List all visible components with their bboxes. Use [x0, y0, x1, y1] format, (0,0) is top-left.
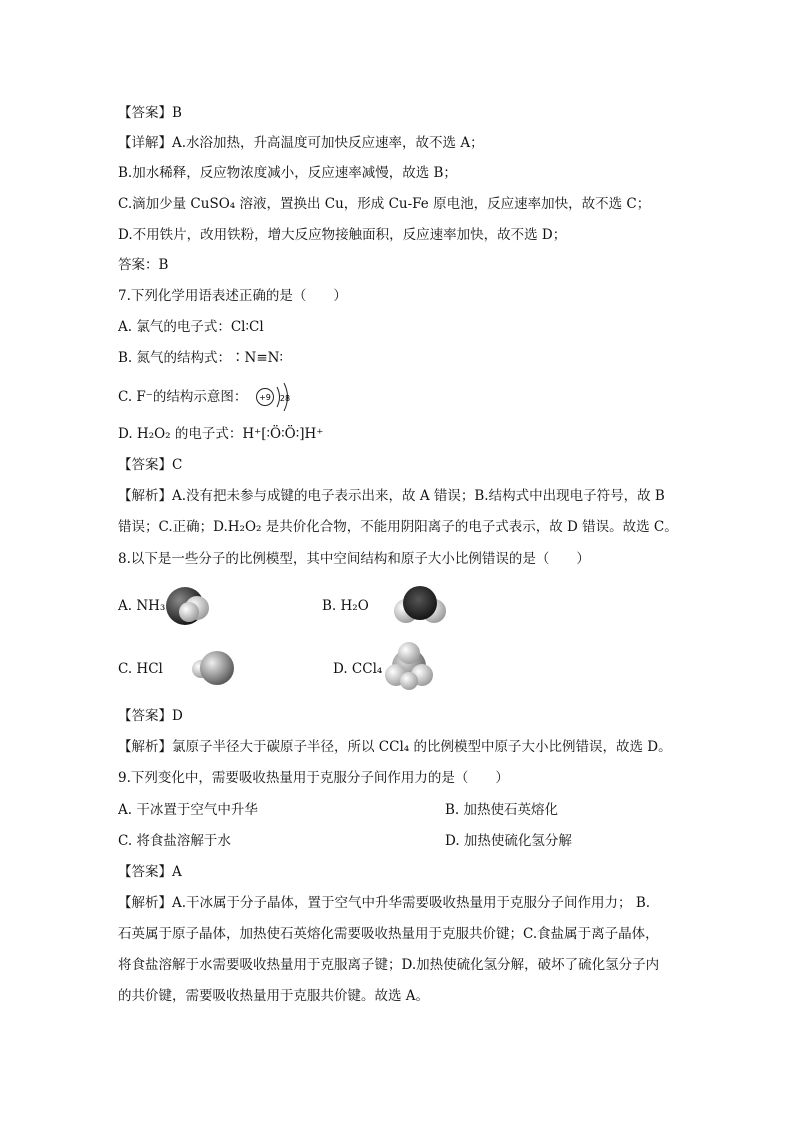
q8-analysis: 【解析】氯原子半径大于碳原子半径，所以 CCl₄ 的比例模型中原子大小比例错误，故选 D。 [118, 739, 672, 755]
chlorine-atom-small [398, 642, 420, 664]
chlorine-atom-small [400, 672, 418, 690]
ccl4-space-filling-model [382, 640, 436, 694]
q6-detail-line-3: C.滴加少量 CuSO₄ 溶液，置换出 Cu，形成 Cu-Fe 原电池，反应速率加快，故不选 C； [118, 196, 651, 212]
q8-stem: 8.以下是一些分子的比例模型，其中空间结构和原子大小比例错误的是（ ） [118, 551, 590, 567]
fluoride-structure-diagram [253, 381, 297, 413]
q9-analysis-line-4: 的共价键，需要吸收热量用于克服共价键。故选 A。 [118, 988, 430, 1004]
q8-answer-tag: 【答案】D [118, 708, 183, 724]
q8-option-a: A. NH₃ [118, 598, 166, 614]
q8-option-b: B. H₂O [322, 598, 369, 614]
q7-option-d: D. H₂O₂ 的电子式：H⁺[∶Ö∶Ö∶]H⁺ [118, 426, 324, 442]
q9-analysis-line-3: 将食盐溶解于水需要吸收热量用于克服离子键；D.加热使硫化氢分解，破坏了硫化氢分子内 [118, 957, 660, 973]
shell-electron-counts: 28 [279, 394, 291, 403]
q9-analysis-line-2: 石英属于原子晶体，加热使石英熔化需要吸收热量用于克服共价键；C.食盐属于离子晶体， [118, 926, 659, 942]
q9-option-c: C. 将食盐溶解于水 [118, 833, 231, 849]
q7-option-c: C. F⁻的结构示意图： [118, 389, 248, 405]
q9-option-a: A. 干冰置于空气中升华 [118, 802, 258, 818]
hcl-space-filling-model [190, 648, 240, 688]
q9-option-d: D. 加热使硫化氢分解 [445, 833, 572, 849]
q6-final-answer: 答案：B [118, 257, 169, 273]
q7-stem: 7.下列化学用语表述正确的是（ ） [118, 288, 347, 304]
q9-analysis-line-1: 【解析】A.干冰属于分子晶体，置于空气中升华需要吸收热量用于克服分子间作用力； B. [118, 895, 651, 911]
q6-answer-tag: 【答案】B [118, 105, 182, 121]
q9-option-b: B. 加热使石英熔化 [445, 802, 559, 818]
hydrogen-atom [179, 602, 199, 622]
q8-option-d: D. CCl₄ [333, 661, 383, 677]
q9-answer-tag: 【答案】A [118, 864, 182, 880]
chlorine-atom [200, 651, 234, 685]
nucleus-label: +9 [259, 393, 271, 402]
h2o-space-filling-model [392, 583, 448, 627]
q7-answer-tag: 【答案】C [118, 457, 183, 473]
q7-analysis-line-1: 【解析】A.没有把未参与成键的电子表示出来，故 A 错误；B.结构式中出现电子符号，故 B [118, 488, 665, 504]
q7-option-a: A. 氯气的电子式：Cl∶Cl [118, 319, 264, 335]
q7-option-b: B. 氮气的结构式：∶N≡N∶ [118, 350, 283, 366]
q8-option-c: C. HCl [118, 661, 163, 677]
q7-analysis-line-2: 错误；C.正确；D.H₂O₂ 是共价化合物，不能用阴阳离子的电子式表示，故 D 错误。故选 C。 [118, 519, 678, 535]
q6-detail-line-4: D.不用铁片，改用铁粉，增大反应物接触面积，反应速率加快，故不选 D； [118, 227, 567, 243]
oxygen-atom [403, 586, 437, 620]
q6-detail-line-1: 【详解】A.水浴加热，升高温度可加快反应速率，故不选 A； [118, 135, 484, 151]
nh3-space-filling-model [163, 584, 217, 628]
q9-stem: 9.下列变化中，需要吸收热量用于克服分子间作用力的是（ ） [118, 770, 509, 786]
q6-detail-line-2: B.加水稀释，反应物浓度减小，反应速率减慢，故选 B； [118, 165, 457, 181]
